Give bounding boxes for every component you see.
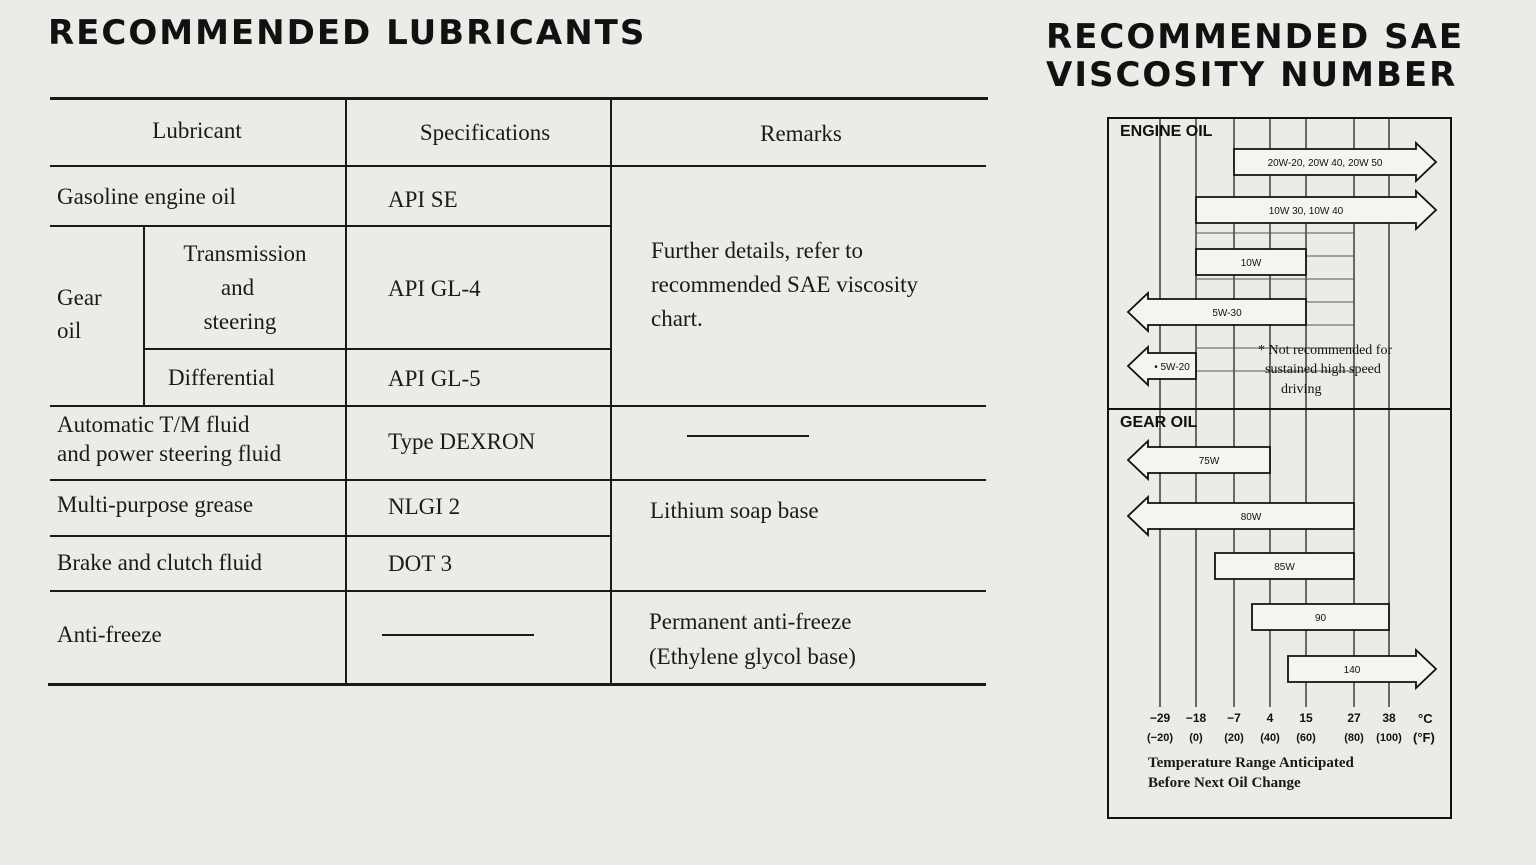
lubricant-spec: API GL-5 (388, 366, 481, 391)
table-rule (50, 479, 986, 481)
tick-label-celsius: −29 (1149, 711, 1171, 725)
gear-oil-label: Gear (57, 285, 102, 310)
lubricant-remark: chart. (651, 306, 703, 331)
table-rule (143, 226, 145, 406)
table-rule (50, 535, 610, 537)
lubricant-remark: recommended SAE viscosity (651, 272, 919, 297)
lubricant-spec: Type DEXRON (388, 429, 536, 454)
lubricant-name: Multi-purpose grease (57, 492, 254, 517)
lubricant-remark: Lithium soap base (650, 498, 819, 523)
viscosity-title (1046, 18, 1464, 94)
tick-label-celsius: 15 (1299, 711, 1313, 725)
table-rule (50, 165, 986, 167)
lubricant-name: steering (203, 309, 277, 334)
table-rule (50, 225, 612, 227)
viscosity-bar-label: 75W (1198, 456, 1220, 467)
lubricant-name: and power steering fluid (57, 441, 282, 466)
lubricants-title: RECOMMENDED LUBRICANTS (48, 13, 647, 53)
viscosity-bar-label: 85W (1274, 562, 1295, 573)
tick-label-fahrenheit: (40) (1260, 732, 1280, 744)
unit-fahrenheit: (°F) (1413, 730, 1435, 745)
viscosity-title-line: RECOMMENDED SAE (1046, 17, 1465, 57)
lubricant-name: Differential (168, 365, 275, 390)
lubricant-remark: (Ethylene glycol base) (649, 644, 856, 669)
tick-label-celsius: 4 (1266, 711, 1274, 725)
empty-spec-dash (382, 634, 534, 636)
header-lubricant: Lubricant (152, 118, 242, 143)
gear-oil-label: oil (57, 318, 82, 343)
gear-oil-section-label: GEAR OIL (1120, 414, 1198, 431)
viscosity-chart (1100, 110, 1456, 822)
note-line: * Not recommended for (1258, 343, 1393, 358)
table-rule (50, 590, 986, 592)
tick-label-fahrenheit: (0) (1189, 732, 1203, 744)
unit-celsius: °C (1418, 711, 1433, 726)
axis-caption-line: Before Next Oil Change (1148, 775, 1301, 791)
tick-label-celsius: −18 (1185, 711, 1207, 725)
table-rule (48, 683, 986, 686)
viscosity-bar-label: 10W 30, 10W 40 (1268, 206, 1344, 217)
tick-label-fahrenheit: (80) (1344, 732, 1364, 744)
axis-ticks (1147, 711, 1402, 744)
tick-label-fahrenheit: (20) (1224, 732, 1244, 744)
viscosity-bar-label: 20W-20, 20W 40, 20W 50 (1267, 158, 1383, 169)
axis-caption-line: Temperature Range Anticipated (1148, 755, 1354, 771)
tick-label-fahrenheit: (100) (1376, 732, 1402, 744)
tick-label-celsius: 27 (1347, 711, 1361, 725)
header-remarks: Remarks (760, 121, 842, 146)
engine-oil-section-label: ENGINE OIL (1120, 123, 1213, 140)
lubricant-spec: DOT 3 (388, 551, 453, 576)
lubricant-spec: API GL-4 (388, 276, 481, 301)
table-rule (345, 98, 347, 685)
table-rule (50, 405, 986, 407)
empty-remark-dash (687, 435, 809, 437)
header-specifications: Specifications (419, 120, 551, 145)
viscosity-bar (1288, 650, 1436, 688)
viscosity-bar-label: 140 (1343, 665, 1361, 676)
lubricant-spec: NLGI 2 (388, 494, 461, 519)
lubricant-name: Anti-freeze (57, 622, 162, 647)
tick-label-celsius: 38 (1382, 711, 1396, 725)
table-rule (145, 348, 612, 350)
note-line: driving (1281, 382, 1322, 397)
lubricant-name: Automatic T/M fluid (57, 412, 250, 437)
viscosity-bar-label: 5W-30 (1212, 308, 1242, 319)
lubricant-spec: API SE (388, 187, 458, 212)
tick-label-fahrenheit: (−20) (1147, 732, 1173, 744)
viscosity-title-line: VISCOSITY NUMBER (1046, 55, 1458, 95)
tick-label-fahrenheit: (60) (1296, 732, 1316, 744)
viscosity-bar-label: • 5W-20 (1154, 362, 1190, 373)
table-rule (50, 97, 988, 100)
viscosity-bar-label: 80W (1240, 512, 1262, 523)
lubricant-name: Brake and clutch fluid (57, 550, 263, 575)
viscosity-bar-label: 10W (1240, 258, 1262, 269)
lubricant-name: Gasoline engine oil (57, 184, 236, 209)
lubricant-remark: Further details, refer to (651, 238, 864, 263)
table-rule (610, 98, 612, 685)
lubricant-name: and (220, 275, 255, 300)
viscosity-bar-label: 90 (1314, 613, 1327, 624)
lubricant-remark: Permanent anti-freeze (649, 609, 852, 634)
note-line: sustained high speed (1265, 362, 1381, 377)
tick-label-celsius: −7 (1227, 711, 1241, 725)
lubricant-name: Transmission (183, 241, 307, 266)
